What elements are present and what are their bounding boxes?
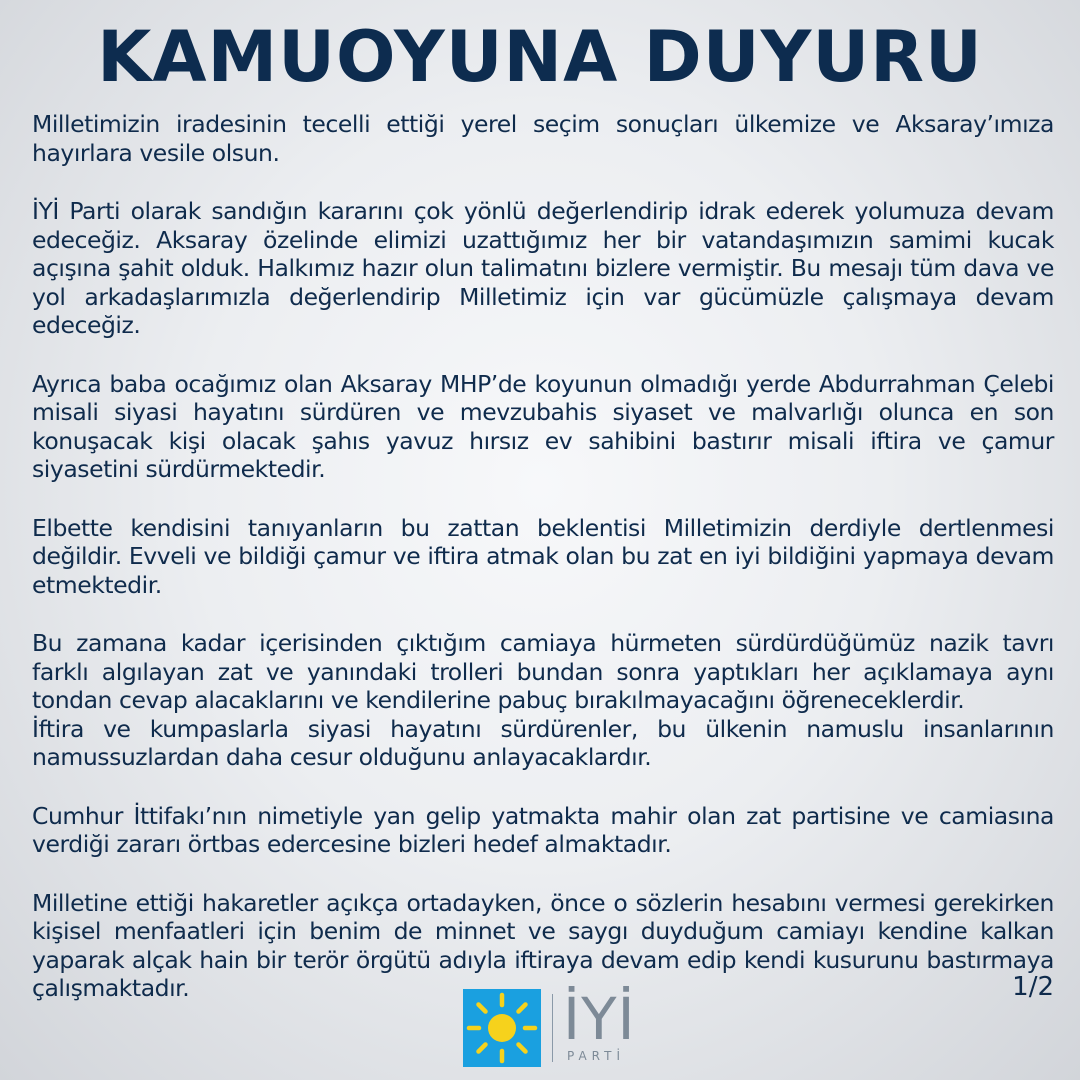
paragraph-4: Elbette kendisini tanıyanların bu zattan beklentisi Milletimizin derdiyle dertlenmesi değildir. Evveli ve bildiği çamur ve iftira atmak olan bu zat en iyi bildiğini yapmaya devam etmektedir. [32, 513, 1054, 599]
paragraph-5: Bu zamana kadar içerisinden çıktığım camiaya hürmeten sürdürdüğümüz nazik tavrı farklı algılayan zat ve yanındaki trolleri bundan sonra yaptıkları her açıklamaya aynı tondan cevap alacaklarını ve kendilerine pabuç bırakılmayacağını öğreneceklerdir. [32, 629, 1054, 714]
sun-icon [463, 989, 541, 1067]
paragraph-7: Cumhur İttifakı’nın nimetiyle yan gelip yatmakta mahir olan zat partisine ve camiasına verdiği zararı örtbas edercesine bizleri hedef almaktadır. [32, 801, 1054, 858]
paragraph-2: İYİ Parti olarak sandığın kararını çok yönlü değerlendirip idrak ederek yolumuza devam edeceğiz. Aksaray özelinde elimizi uzattığımız her bir vatandaşımızın samimi kucak açışına şahit olduk. Halkımız hazır olun talimatını bizlere vermiştir. Bu mesajı tüm dava ve yol arkadaşlarımızla değerlendirip Milletimiz için var gücümüzle çalışmaya devam edeceğiz. [32, 197, 1054, 339]
paragraph-8: Milletine ettiği hakaretler açıkça ortadayken, önce o sözlerin hesabını vermesi gerekirken kişisel menfaatleri için benim de minnet ve saygı duyduğum camiayı kendine kalkan yaparak alçak hain bir terör örgütü adıyla iftiraya devam edip kendi kusurunu bastırmaya çalışmaktadır. [32, 888, 1054, 1002]
party-logo [463, 985, 643, 1069]
logo-wordmark: İYİ [563, 985, 636, 1053]
announcement-body [32, 110, 1054, 1033]
page-title: KAMUOYUNA DUYURU [97, 16, 983, 98]
paragraph-1: Milletimizin iradesinin tecelli ettiği yerel seçim sonuçları ülkemize ve Aksaray’ımıza hayırlara vesile olsun. [32, 110, 1054, 167]
page-number: 1/2 [1012, 972, 1054, 1002]
paragraph-3: Ayrıca baba ocağımız olan Aksaray MHP’de koyunun olmadığı yerde Abdurrahman Çelebi misali siyasi hayatını sürdüren ve mevzubahis siyaset ve malvarlığı olunca en son konuşacak kişi olacak şahıs yavuz hırsız ev sahibini bastırır misali iftira ve çamur siyasetini sürdürmektedir. [32, 369, 1054, 483]
logo-divider [552, 994, 553, 1062]
paragraph-6: İftira ve kumpaslarla siyasi hayatını sürdürenler, bu ülkenin namuslu insanlarının namussuzlardan daha cesur olduğunu anlayacaklardır. [32, 714, 1054, 771]
logo-subtitle: PARTİ [567, 1049, 626, 1063]
